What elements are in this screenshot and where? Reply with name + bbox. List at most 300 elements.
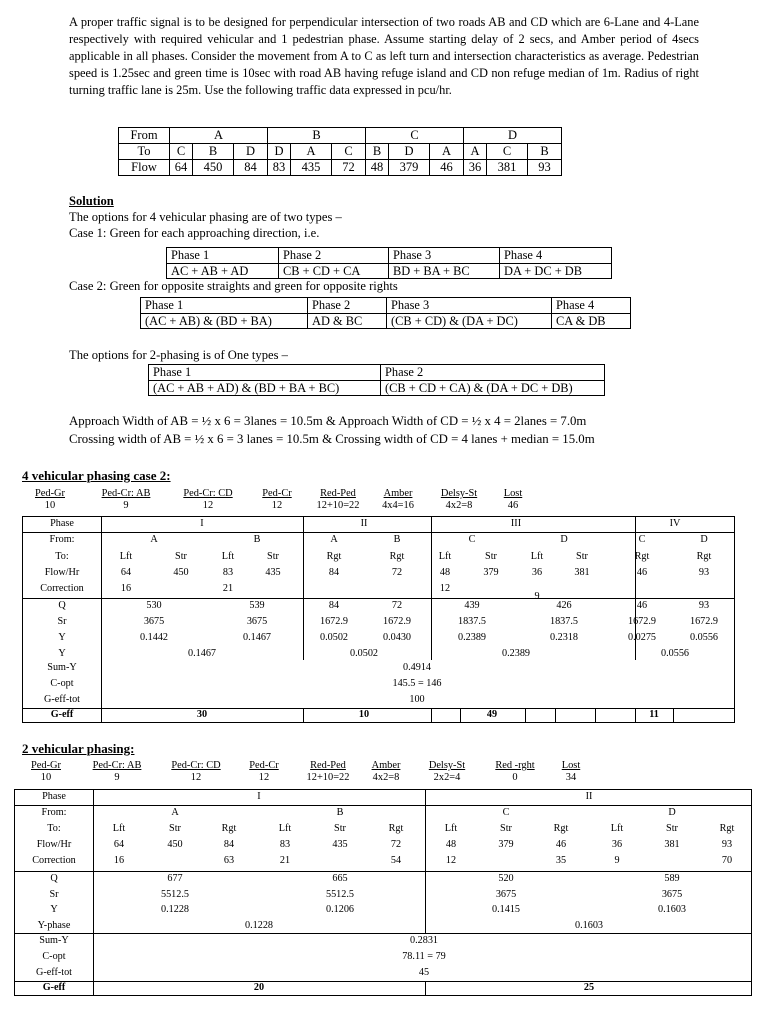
to-cell: Rgt [553,823,569,834]
top-ped-gr [24,760,68,784]
flow-cell: 84 [223,839,235,850]
flow-cell: 83 [222,567,234,578]
y-cell: 0.1206 [325,904,355,915]
row-label-q: Q [58,600,66,611]
row-label-from: From: [41,807,67,818]
grid-line [93,790,94,995]
top-red-ped [308,488,368,512]
flow-cell: 450 [173,567,189,578]
to-cell: Lft [119,551,133,562]
top-value: 4x2=8 [445,500,473,511]
sr-cell: 3675 [495,889,517,900]
grid-line [460,708,461,722]
top-value: 0 [512,772,518,783]
top-label: Ped-Cr: AB [101,488,151,499]
flow-cell: 36 [531,567,543,578]
grid-line [555,708,556,722]
case1-header: Phase 2 [279,248,389,264]
correction-cell: 9 [534,591,540,602]
to-cell: Rgt [389,551,405,562]
to-cell: Rgt [326,551,342,562]
grid-line [101,708,102,722]
row-label-sr: Sr [57,616,67,627]
top-label: Amber [383,488,413,499]
correction-cell: 16 [113,855,125,866]
grid-line [23,532,734,533]
to-cell: Rgt [221,823,237,834]
grid-line [525,708,526,722]
to-cell: Lft [278,823,292,834]
two-phase-calc-table [14,789,752,996]
case2-header: Phase 1 [141,298,308,314]
y-cell: 0.2318 [549,632,579,643]
grid-line [23,708,734,709]
q-cell: 665 [332,873,348,884]
to-cell: Str [175,551,187,562]
phase-label: II [585,791,593,802]
g-eff-cell: 25 [583,982,595,993]
top-red-right [486,760,544,784]
y-cell: 0.0556 [689,632,719,643]
four-phase-intro: The options for 4 vehicular phasing are of two types – [69,210,342,224]
g-eff-tot-value: 100 [409,694,425,705]
y-phase-cell: 0.0502 [349,648,379,659]
grid-line [303,517,304,660]
top-label: Ped-Gr [34,488,65,499]
case2-header: Phase 3 [387,298,552,314]
grid-line [673,708,674,722]
correction-cell: 9 [614,855,620,866]
case1-phase-table [166,247,612,279]
top-ped-cr-cd [174,488,242,512]
sr-cell: 1837.5 [549,616,579,627]
two-phase-header: Phase 1 [149,365,381,381]
g-eff-cell: 11 [649,709,659,720]
case1-value: AC + AB + AD [167,263,279,279]
flow-cell: 46 [555,839,567,850]
flow-cell: 64 [170,160,193,176]
from-b: B [268,128,366,144]
flow-cell: 46 [430,160,464,176]
row-label-y: Y [50,904,58,915]
y-cell: 0.1603 [657,904,687,915]
to-cell: Str [500,823,512,834]
y-cell: 0.0502 [319,632,349,643]
top-value: 10 [40,772,52,783]
to-cell: B [193,144,234,160]
grid-line [635,708,636,722]
sum-y-value: 0.4914 [402,662,432,673]
y-cell: 0.1228 [160,904,190,915]
to-cell: Rgt [388,823,404,834]
row-label-phase: Phase [50,518,74,529]
sr-cell: 1672.9 [382,616,412,627]
two-phase-header: Phase 2 [381,365,605,381]
row-label-from: From: [49,534,75,545]
case2-header: Phase 2 [308,298,387,314]
correction-cell: 54 [390,855,402,866]
top-amber [364,760,408,784]
from-cell: A [171,807,179,818]
g-eff-cell: 20 [253,982,265,993]
top-value: 46 [507,500,519,511]
case2-value: AD & BC [308,313,387,329]
flow-cell: 72 [332,160,366,176]
case2-value: CA & DB [552,313,631,329]
row-label-flow: Flow/Hr [36,839,72,850]
y-cell: 0.1415 [491,904,521,915]
flow-cell: 379 [483,567,499,578]
q-cell: 589 [664,873,680,884]
case2-text: Case 2: Green for opposite straights and green for opposite rights [69,279,398,293]
to-cell: Rgt [696,551,712,562]
case1-value: CB + CD + CA [279,263,389,279]
phase-label: IV [669,518,681,529]
from-cell: A [150,534,158,545]
sr-cell: 1672.9 [627,616,657,627]
case1-value: BD + BA + BC [389,263,500,279]
to-cell: Lft [530,551,544,562]
flow-cell: 381 [574,567,590,578]
y-cell: 0.2389 [457,632,487,643]
row-label-g-eff: G-eff [42,982,66,993]
to-cell: Str [334,823,346,834]
grid-line [15,805,751,806]
case1-value: DA + DC + DB [500,263,612,279]
row-label-flow: Flow/Hr [44,567,80,578]
top-value: 34 [565,772,577,783]
flow-cell: 84 [234,160,268,176]
flow-cell: 435 [265,567,281,578]
grid-line [15,933,751,934]
to-cell: D [234,144,268,160]
traffic-flow-table [118,127,562,176]
q-cell: 84 [328,600,340,611]
to-cell: Lft [438,551,452,562]
c-opt-value: 78.11 = 79 [402,951,446,962]
row-label-to: To [119,144,170,160]
grid-line [425,981,426,995]
row-label-sum-y: Sum-Y [47,662,77,673]
sum-y-value: 0.2831 [409,935,439,946]
q-cell: 439 [464,600,480,611]
grid-line [23,598,734,599]
to-row [119,144,562,160]
flow-cell: 46 [636,567,648,578]
row-label-flow: Flow [119,160,170,176]
top-value: 2x2=4 [433,772,461,783]
top-label: Ped-Cr [262,488,292,499]
top-delay-st [420,760,474,784]
row-label-y-phase: Y-phase [37,920,71,931]
grid-line [15,871,751,872]
top-value: 12 [271,500,283,511]
sr-cell: 1837.5 [457,616,487,627]
to-cell: C [487,144,528,160]
case1-header: Phase 1 [167,248,279,264]
to-cell: A [291,144,332,160]
two-phase-table [148,364,605,396]
top-value: 4x4=16 [382,500,414,511]
phase-label: II [360,518,368,529]
to-cell: D [389,144,430,160]
top-value: 12+10=22 [316,500,360,511]
to-cell: Str [169,823,181,834]
flow-cell: 48 [366,160,389,176]
row-label-g-eff-tot: G-eff-tot [43,694,81,705]
y-cell: 0.1467 [242,632,272,643]
correction-cell: 21 [222,583,234,594]
to-cell: Str [485,551,497,562]
g-eff-cell: 49 [486,709,498,720]
case1-header: Phase 3 [389,248,500,264]
flow-cell: 84 [328,567,340,578]
row-label-phase: Phase [42,791,66,802]
flow-cell: 381 [664,839,680,850]
row-label-sr: Sr [49,889,59,900]
row-label-to: To: [47,823,61,834]
correction-cell: 12 [439,583,451,594]
grid-line [303,708,304,722]
from-cell: D [560,534,568,545]
flow-cell: 72 [391,567,403,578]
row-label-correction: Correction [40,583,84,594]
top-ped-gr [30,488,70,512]
top-value: 12 [202,500,214,511]
to-cell: Rgt [634,551,650,562]
to-cell: Str [666,823,678,834]
top-label: Red-Ped [320,488,356,499]
from-cell: D [700,534,708,545]
top-label: Ped-Gr [30,760,61,771]
phase-label: I [200,518,204,529]
q-cell: 530 [146,600,162,611]
phase-label: I [257,791,261,802]
flow-cell: 83 [279,839,291,850]
top-label: Delsy-St [428,760,466,771]
q-cell: 677 [167,873,183,884]
flow-cell: 36 [611,839,623,850]
top-ped-cr [254,488,300,512]
q-cell: 93 [698,600,710,611]
q-cell: 426 [556,600,572,611]
top-value: 12+10=22 [306,772,350,783]
flow-cell: 379 [389,160,430,176]
phase-label: III [510,518,522,529]
q-cell: 46 [636,600,648,611]
to-cell: C [332,144,366,160]
flow-cell: 379 [498,839,514,850]
row-label-c-opt: C-opt [50,678,74,689]
problem-statement: A proper traffic signal is to be designed for perpendicular intersection of two roads AB and CD which are 6-Lane and 4-Lane respectively with required vehicular and 1 pedestrian phase. Assume starting delay of 2 secs, and Amber period of 4secs applicable in all phases. Consider the movement from A to C as left turn and intersection characteristics as average. Pedestrian speed is 1.25sec and green time is 10sec with road AB having refuge island and CD non refuge median of 1m. Radius of right turning traffic lane is 25m. Use the following traffic data expressed in pcu/hr. [69,15,699,97]
to-cell: Lft [112,823,126,834]
top-value: 10 [44,500,56,511]
row-label-to: To: [55,551,69,562]
to-cell: B [528,144,562,160]
grid-line [101,517,102,708]
top-label: Ped-Cr: CD [183,488,233,499]
correction-cell: 21 [279,855,291,866]
flow-cell: 381 [487,160,528,176]
case1-header: Phase 4 [500,248,612,264]
from-cell: B [253,534,261,545]
solution-heading: Solution [69,194,114,208]
to-cell: D [268,144,291,160]
y-phase-cell: 0.2389 [501,648,531,659]
row-label-g-eff-tot: G-eff-tot [35,967,73,978]
to-cell: A [430,144,464,160]
to-cell: B [366,144,389,160]
top-value: 12 [190,772,202,783]
q-cell: 520 [498,873,514,884]
two-phase-value: (CB + CD + CA) & (DA + DC + DB) [381,380,605,396]
from-c: C [366,128,464,144]
row-label-g-eff: G-eff [50,709,74,720]
crossing-width-text: Crossing width of AB = ½ x 6 = 3 lanes = 10.5m & Crossing width of CD = 4 lanes + median = 15.0m [69,432,595,446]
top-label: Ped-Cr [249,760,279,771]
y-cell: 0.0430 [382,632,412,643]
grid-line [425,790,426,933]
from-cell: B [393,534,401,545]
case2-value: (CB + CD) & (DA + DC) [387,313,552,329]
row-label-y: Y [58,632,66,643]
row-label-q: Q [50,873,58,884]
sr-cell: 3675 [246,616,268,627]
case2-value: (AC + AB) & (BD + BA) [141,313,308,329]
case2-phase-table [140,297,631,329]
top-ped-cr [242,760,286,784]
grid-line [431,708,432,722]
g-eff-tot-value: 45 [418,967,430,978]
top-label: Red -rght [495,760,535,771]
grid-line [15,981,751,982]
top-label: Ped-Cr: AB [92,760,142,771]
grid-line [431,517,432,660]
top-label: Lost [503,488,523,499]
flow-cell: 435 [291,160,332,176]
sr-cell: 5512.5 [160,889,190,900]
flow-cell: 48 [445,839,457,850]
from-cell: B [336,807,344,818]
top-label: Delsy-St [440,488,478,499]
approach-width-text: Approach Width of AB = ½ x 6 = 3lanes = 10.5m & Approach Width of CD = ½ x 4 = 2lanes = 7.0m [69,414,587,428]
to-cell: Lft [221,551,235,562]
correction-cell: 12 [445,855,457,866]
grid-line [595,708,596,722]
case1-text: Case 1: Green for each approaching direction, i.e. [69,226,320,240]
y-phase-cell: 0.0556 [660,648,690,659]
to-cell: Str [576,551,588,562]
flow-cell: 435 [332,839,348,850]
top-label: Red-Ped [310,760,346,771]
top-value: 4x2=8 [372,772,400,783]
correction-cell: 35 [555,855,567,866]
to-cell: C [170,144,193,160]
two-phase-section-title: 2 vehicular phasing: [22,741,135,756]
top-lost [494,488,532,512]
row-label-correction: Correction [32,855,76,866]
from-cell: A [330,534,338,545]
flow-cell: 93 [721,839,733,850]
q-cell: 539 [249,600,265,611]
sr-cell: 3675 [661,889,683,900]
sr-cell: 3675 [143,616,165,627]
flow-cell: 72 [390,839,402,850]
top-amber [374,488,422,512]
correction-cell: 70 [721,855,733,866]
top-ped-cr-cd [162,760,230,784]
g-eff-cell: 30 [196,709,208,720]
flow-row [119,160,562,176]
from-cell: C [502,807,510,818]
four-phase-section-title: 4 vehicular phasing case 2: [22,468,171,483]
top-red-ped [298,760,358,784]
c-opt-value: 145.5 = 146 [392,678,442,689]
top-label: Lost [561,760,581,771]
top-label: Amber [371,760,401,771]
from-cell: C [638,534,646,545]
top-value: 9 [123,500,129,511]
to-cell: A [464,144,487,160]
two-phase-value: (AC + AB + AD) & (BD + BA + BC) [149,380,381,396]
y-phase-cell: 0.1467 [187,648,217,659]
to-cell: Lft [610,823,624,834]
to-cell: Str [267,551,279,562]
to-cell: Rgt [719,823,735,834]
sr-cell: 1672.9 [319,616,349,627]
flow-cell: 93 [528,160,562,176]
top-lost [552,760,590,784]
from-cell: D [668,807,676,818]
top-value: 12 [258,772,270,783]
top-delay-st [432,488,486,512]
from-a: A [170,128,268,144]
row-label-c-opt: C-opt [42,951,66,962]
y-phase-cell: 0.1603 [574,920,604,931]
row-label-from: From [119,128,170,144]
flow-cell: 450 [167,839,183,850]
top-ped-cr-ab [92,488,160,512]
sr-cell: 5512.5 [325,889,355,900]
flow-cell: 48 [439,567,451,578]
flow-cell: 83 [268,160,291,176]
flow-cell: 64 [113,839,125,850]
from-cell: C [468,534,476,545]
g-eff-cell: 10 [358,709,370,720]
row-label-y-phase: Y [58,648,66,659]
correction-cell: 63 [223,855,235,866]
case2-header: Phase 4 [552,298,631,314]
y-cell: 0.0275 [627,632,657,643]
top-ped-cr-ab [84,760,150,784]
q-cell: 72 [391,600,403,611]
top-value: 9 [114,772,120,783]
flow-cell: 450 [193,160,234,176]
y-phase-cell: 0.1228 [244,920,274,931]
row-label-sum-y: Sum-Y [39,935,69,946]
correction-cell: 16 [120,583,132,594]
top-label: Ped-Cr: CD [171,760,221,771]
from-d: D [464,128,562,144]
four-phase-table [22,516,735,723]
flow-cell: 93 [698,567,710,578]
two-phase-intro: The options for 2-phasing is of One types – [69,348,288,362]
flow-cell: 64 [120,567,132,578]
sr-cell: 1672.9 [689,616,719,627]
to-cell: Lft [444,823,458,834]
y-cell: 0.1442 [139,632,169,643]
flow-cell: 36 [464,160,487,176]
